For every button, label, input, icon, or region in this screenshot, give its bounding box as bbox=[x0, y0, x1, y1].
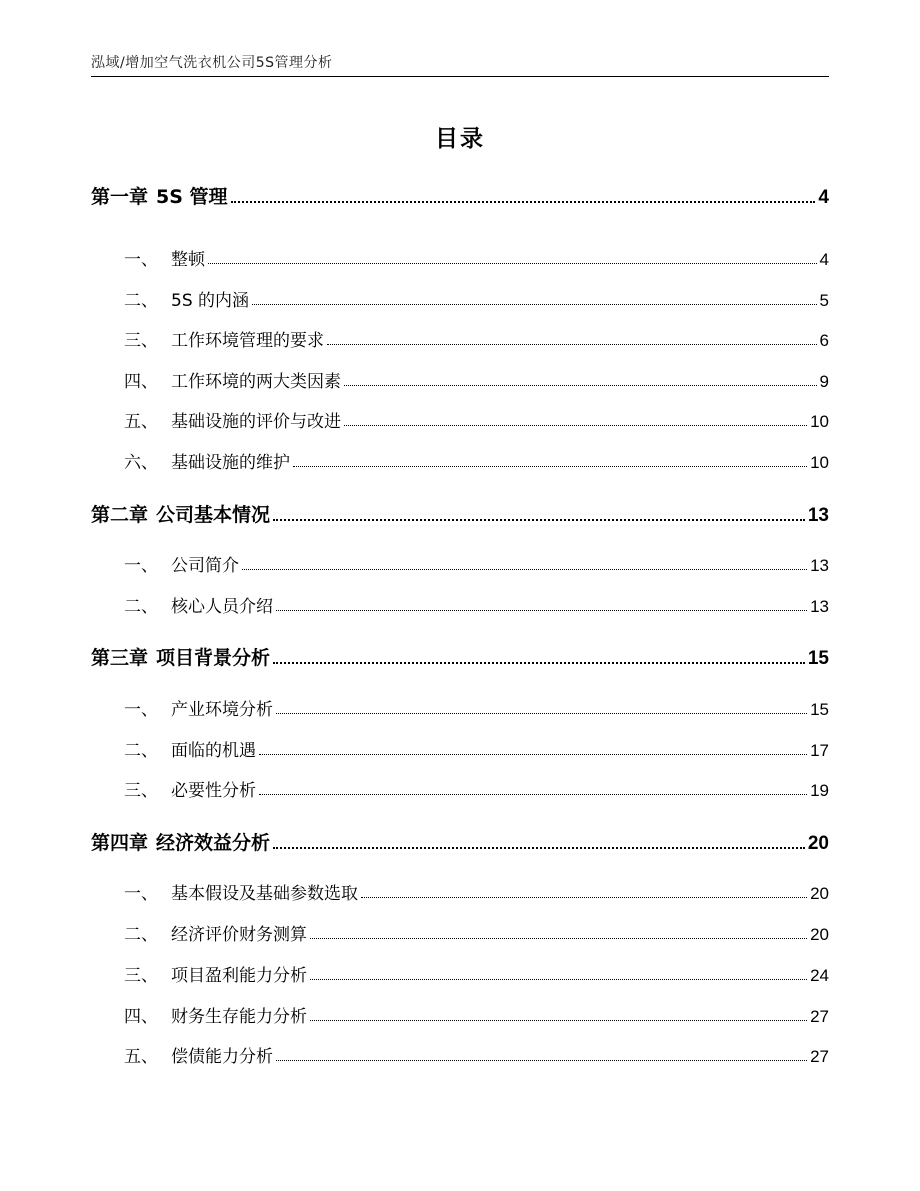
section-number: 四、 bbox=[124, 372, 158, 392]
section-number: 一、 bbox=[124, 556, 158, 576]
page-number: 27 bbox=[810, 1007, 829, 1026]
section-number: 四、 bbox=[124, 1007, 158, 1027]
page-number: 4 bbox=[819, 250, 829, 269]
toc-section-entry[interactable] bbox=[124, 287, 829, 311]
dot-leader bbox=[327, 344, 817, 345]
toc-section-entry[interactable] bbox=[124, 593, 829, 617]
dot-leader bbox=[273, 662, 805, 664]
dot-leader bbox=[273, 519, 805, 521]
toc-section-entry[interactable] bbox=[124, 449, 829, 473]
chapter-number: 第二章 bbox=[91, 504, 149, 526]
toc-section-entry[interactable] bbox=[124, 962, 829, 986]
toc-section-entry[interactable] bbox=[124, 552, 829, 576]
section-title: 整顿 bbox=[171, 250, 205, 270]
dot-leader bbox=[276, 1060, 807, 1061]
chapter-title: 5S 管理 bbox=[156, 186, 228, 208]
dot-leader bbox=[252, 304, 817, 305]
toc-chapter-entry[interactable] bbox=[91, 644, 829, 670]
dot-leader bbox=[344, 385, 817, 386]
dot-leader bbox=[231, 201, 816, 203]
section-title: 5S 的内涵 bbox=[171, 291, 250, 311]
page-number: 19 bbox=[810, 781, 829, 800]
page-number: 6 bbox=[819, 331, 829, 350]
toc-section-entry[interactable] bbox=[124, 368, 829, 392]
section-number: 三、 bbox=[124, 331, 158, 351]
page-number: 15 bbox=[807, 648, 829, 669]
toc-section-entry[interactable] bbox=[124, 408, 829, 432]
section-title: 面临的机遇 bbox=[171, 741, 256, 761]
page-number: 13 bbox=[810, 597, 829, 616]
page-number: 20 bbox=[810, 925, 829, 944]
toc-section-entry[interactable] bbox=[124, 921, 829, 945]
dot-leader bbox=[310, 979, 807, 980]
toc-section-entry[interactable] bbox=[124, 777, 829, 801]
toc-chapter-entry[interactable] bbox=[91, 501, 829, 527]
toc-chapter-entry[interactable] bbox=[91, 183, 829, 209]
page-number: 5 bbox=[819, 291, 829, 310]
chapter-title: 项目背景分析 bbox=[156, 647, 271, 669]
page-number: 17 bbox=[810, 741, 829, 760]
dot-leader bbox=[276, 713, 807, 714]
toc-section-entry[interactable] bbox=[124, 696, 829, 720]
section-number: 一、 bbox=[124, 884, 158, 904]
running-header: 泓域/增加空气洗衣机公司5S管理分析 bbox=[91, 55, 333, 71]
page-number: 10 bbox=[810, 453, 829, 472]
page-number: 15 bbox=[810, 700, 829, 719]
dot-leader bbox=[310, 938, 807, 939]
section-title: 基础设施的评价与改进 bbox=[171, 412, 341, 432]
toc-section-entry[interactable] bbox=[124, 737, 829, 761]
section-number: 三、 bbox=[124, 781, 158, 801]
header-divider bbox=[91, 76, 829, 77]
section-number: 二、 bbox=[124, 291, 158, 311]
page-number: 9 bbox=[819, 372, 829, 391]
dot-leader bbox=[293, 466, 807, 467]
section-number: 一、 bbox=[124, 700, 158, 720]
dot-leader bbox=[259, 754, 807, 755]
page-number: 27 bbox=[810, 1047, 829, 1066]
page-number: 20 bbox=[810, 884, 829, 903]
toc-section-entry[interactable] bbox=[124, 327, 829, 351]
section-number: 二、 bbox=[124, 925, 158, 945]
chapter-title: 公司基本情况 bbox=[156, 504, 271, 526]
chapter-number: 第四章 bbox=[91, 832, 149, 854]
page-number: 24 bbox=[810, 966, 829, 985]
section-number: 五、 bbox=[124, 412, 158, 432]
dot-leader bbox=[208, 263, 817, 264]
chapter-number: 第三章 bbox=[91, 647, 149, 669]
section-title: 工作环境管理的要求 bbox=[171, 331, 324, 351]
section-title: 工作环境的两大类因素 bbox=[171, 372, 341, 392]
dot-leader bbox=[273, 847, 805, 849]
toc-title: 目录 bbox=[435, 126, 485, 152]
page-number: 10 bbox=[810, 412, 829, 431]
dot-leader bbox=[310, 1020, 807, 1021]
dot-leader bbox=[344, 425, 807, 426]
section-number: 六、 bbox=[124, 453, 158, 473]
dot-leader bbox=[242, 569, 807, 570]
section-number: 二、 bbox=[124, 597, 158, 617]
section-title: 经济评价财务测算 bbox=[171, 925, 307, 945]
page-number: 13 bbox=[807, 505, 829, 526]
page-number: 13 bbox=[810, 556, 829, 575]
section-title: 核心人员介绍 bbox=[171, 597, 273, 617]
section-title: 产业环境分析 bbox=[171, 700, 273, 720]
section-title: 公司简介 bbox=[171, 556, 239, 576]
section-number: 二、 bbox=[124, 741, 158, 761]
toc-section-entry[interactable] bbox=[124, 246, 829, 270]
chapter-title: 经济效益分析 bbox=[156, 832, 271, 854]
section-title: 必要性分析 bbox=[171, 781, 256, 801]
page-number: 20 bbox=[807, 833, 829, 854]
chapter-number: 第一章 bbox=[91, 186, 149, 208]
section-title: 财务生存能力分析 bbox=[171, 1007, 307, 1027]
toc-section-entry[interactable] bbox=[124, 1043, 829, 1067]
section-title: 偿债能力分析 bbox=[171, 1047, 273, 1067]
section-number: 三、 bbox=[124, 966, 158, 986]
section-title: 项目盈利能力分析 bbox=[171, 966, 307, 986]
toc-chapter-entry[interactable] bbox=[91, 829, 829, 855]
page-number: 4 bbox=[818, 187, 829, 208]
section-number: 一、 bbox=[124, 250, 158, 270]
dot-leader bbox=[259, 794, 807, 795]
section-number: 五、 bbox=[124, 1047, 158, 1067]
toc-section-entry[interactable] bbox=[124, 880, 829, 904]
dot-leader bbox=[276, 610, 807, 611]
dot-leader bbox=[361, 897, 807, 898]
section-title: 基础设施的维护 bbox=[171, 453, 290, 473]
section-title: 基本假设及基础参数选取 bbox=[171, 884, 358, 904]
toc-section-entry[interactable] bbox=[124, 1003, 829, 1027]
